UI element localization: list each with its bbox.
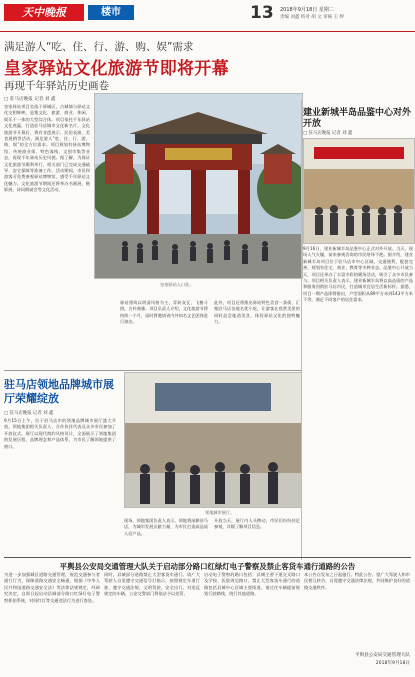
photo-exhibition-hall bbox=[124, 372, 302, 508]
photo-archway-caption: 皇家驿站入口处。 bbox=[160, 282, 194, 287]
notice-column-4: 本公告自发布之日起施行。特此公告。望广大驾驶人和市民相互转告，自觉遵守交通法律法规，共同维护良好的道路交通秩序。 bbox=[304, 572, 410, 590]
story3-body-column-3: 开放当天，展厅内人头攒动，市民们纷纷驻足参观，详细了解项目信息。 bbox=[214, 518, 300, 530]
notice-signature: 平舆县公安局交通管理大队 bbox=[354, 653, 410, 658]
photo-archway bbox=[94, 93, 303, 279]
lead-byline: □ 驻马店晚报 记者 刘 鑫 bbox=[4, 97, 56, 102]
exhibition-photo-illustration bbox=[125, 373, 301, 507]
photo-showroom bbox=[303, 138, 415, 244]
lead-subhead: 再现千年驿站历史画卷 bbox=[4, 80, 109, 92]
notice-title: 平舆县公安局交通管理大队关于启动部分路口红绿灯电子警察及禁止客货车通行道路的公告 bbox=[59, 562, 356, 571]
story3-title: 驻马店领地品牌城市展厅荣耀绽放 bbox=[4, 378, 114, 405]
newspaper-logo: 天中晚报 bbox=[4, 4, 84, 21]
issue-date: 2018年9月18日 星期二 bbox=[280, 7, 334, 13]
notice-column-3: 启动电子警察的路口包括：县城主要干道交叉路口及学校、医院周边路口。禁止大型客货车通行的道路包括县城中心区域主要街道。请过往车辆提前规划行驶路线，绕行其他道路。 bbox=[204, 572, 300, 597]
notice-date: 2018年9月18日 bbox=[375, 661, 410, 666]
side-story-title: 建业新城半岛品鉴中心对外开放 bbox=[303, 108, 412, 129]
side-story-body: 9月16日，建业新城半岛品鉴中心正式对外开放。当天，现场人气火爆，前来参观咨询的市民络绎不绝。据介绍，建业新城半岛项目位于驻马店市中心区域，交通便利，配套完善，规划有住宅、商业、教育等多种业态。品鉴中心开放当天，项目还举办了丰富多彩的暖场活动，吸引了众多市民参与。项目相关负责人表示，建业新城半岛将以高品质的产品和服务回馈驻马店市民，打造城市宜居生活新标杆。据悉，项目一期产品即将推出，户型面积从89平方米到143平方米不等，满足不同客户的居住需求。 bbox=[303, 246, 413, 303]
story3-body-column-2: 现场，领地集团负责人表示，领地将深耕驻马店，为城市发展贡献力量，为市民打造高品质人居产品。 bbox=[124, 518, 208, 536]
side-story-byline: □ 驻马店晚报 记者 刘 鑫 bbox=[303, 131, 353, 136]
archway-photo-illustration bbox=[95, 94, 302, 278]
notice-divider bbox=[4, 557, 411, 558]
editors-credit: 责编 刘鑫 校对 胡 文 审核 王 婷 bbox=[280, 15, 345, 20]
story3-byline: □ 驻马店晚报 记者 刘 鑫 bbox=[4, 411, 54, 416]
lead-body-column-1: 皇家驿站项目坐落于驿城区，古城墙与驿站文化交相辉映，是集文化、旅游、商业、休闲、娱乐于一体的大型综合体。项目依托千年驿站文化底蕴，打造驻马店城市文化新名片。文化旅游节开幕后，将有非遗展示、民俗表演、美食展销等活动，满足游人“吃、住、行、游、购、娱”的全方位需求。项目规划有驿站博物馆、传统商业街、特色客栈、文创市集等业态，再现千年驿站历史风貌。据了解，为保证文化旅游节顺利举行，相关部门已完成交通疏导、安全保障等准备工作。活动期间，市民和游客可免费参观驿站博物馆，感受千年驿站文化魅力。文化旅游节期间还将举办书画展、摄影展、诗词朗诵会等文化活动。 bbox=[4, 104, 90, 193]
notice-column-1: 为进一步加强城区道路交通管理，规范交通参与者通行行为，保障道路交通安全畅通，根据《中华人民共和国道路交通安全法》等法律法规规定，经研究决定，自即日起启动县城部分路口红绿灯电子警察抓拍系统，对闯红灯等交通违法行为进行查处。 bbox=[4, 572, 100, 603]
story3-body-column-1: 9月15日上午，位于驻马店市的领地品牌城市展厅盛大开放。领地集团相关负责人、合作伙伴代表及众多市民参加了开放仪式。展厅以现代简约风格设计，全面展示了领地集团的发展历程、品牌理念和产品体系，为市民了解领地提供了窗口。 bbox=[4, 418, 116, 449]
lead-body-column-3: 此外，项目还将推出驿站特色美食一条街，汇集驻马店各地名优小吃，让游客在欣赏美景的同时品尝地道美食，体验驿站文化的独特魅力。 bbox=[214, 300, 300, 325]
showroom-photo-illustration bbox=[304, 139, 414, 243]
section-divider bbox=[4, 370, 301, 371]
page-number: 13 bbox=[250, 3, 274, 23]
notice-column-2: 同时，县城部分道路禁止大型客货车通行。请广大驾驶人自觉遵守交通信号灯指示，按照规定车道行驶，遵守交通法规，文明驾驶，安全出行。对违反规定的车辆，公安交警部门将依法予以处罚。 bbox=[104, 572, 200, 597]
masthead bbox=[0, 0, 415, 32]
photo-exhibition-caption: 领地城市展厅。 bbox=[205, 510, 235, 515]
lead-kicker: 满足游人“吃、住、行、游、购、娱”需求 bbox=[4, 41, 194, 53]
section-tag: 楼市 bbox=[88, 5, 134, 20]
lead-body-column-2: 驿站建筑以明清风格为主，青砖灰瓦，飞檐斗拱，古朴典雅。项目负责人介绍，文化旅游节将持续一个月，届时将邀请省内外知名文艺团体进行演出。 bbox=[120, 300, 208, 325]
lead-headline: 皇家驿站文化旅游节即将开幕 bbox=[4, 59, 229, 79]
